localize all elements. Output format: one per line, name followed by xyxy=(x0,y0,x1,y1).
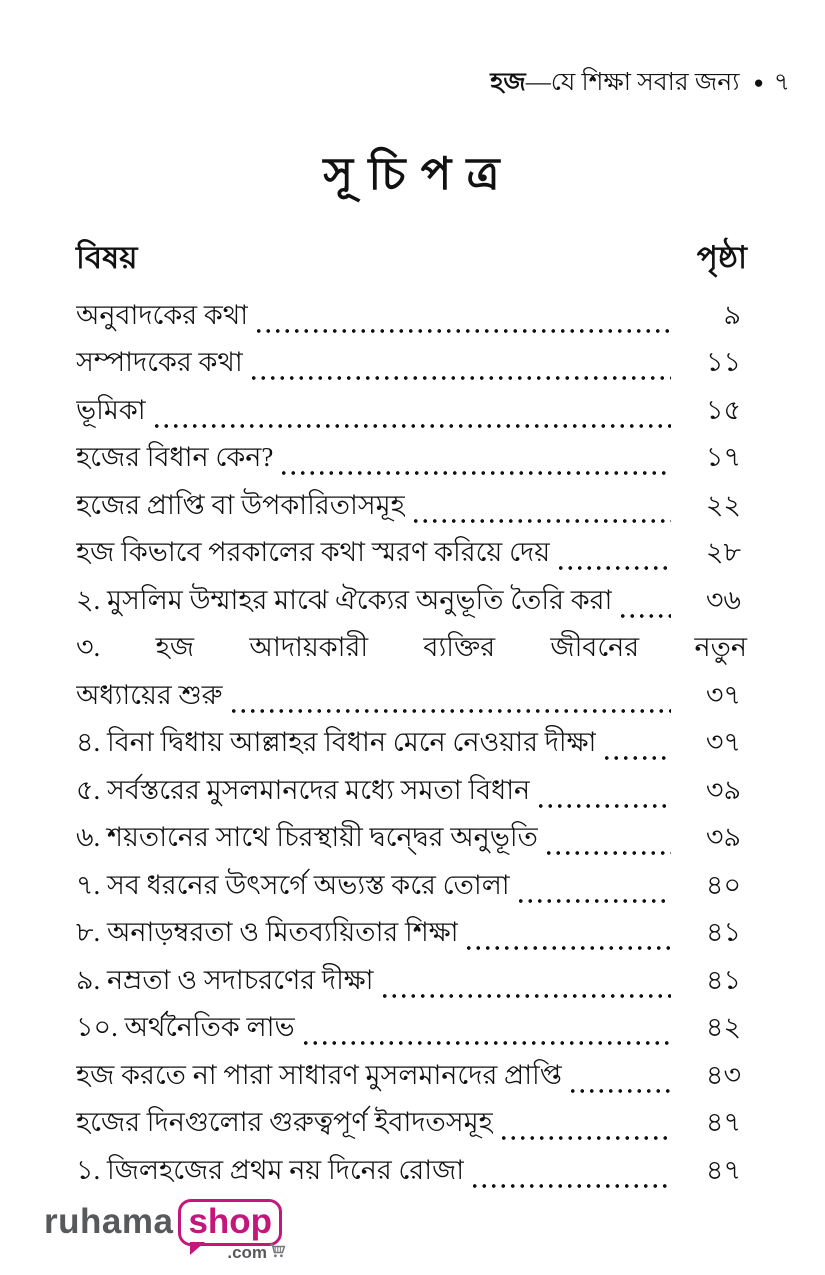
toc-entry xyxy=(76,530,747,578)
dot-leader xyxy=(279,469,671,477)
toc-entry-page: ৪৩ xyxy=(705,1059,741,1090)
toc-entry xyxy=(76,1052,747,1100)
toc-entry xyxy=(76,435,747,483)
toc-entry-text: সম্পাদকের কথা xyxy=(76,347,243,377)
toc-entry-page: ১১ xyxy=(705,347,741,377)
dot-leader xyxy=(568,1087,671,1095)
toc-entry xyxy=(76,340,747,388)
column-header-subject: বিষয় xyxy=(76,240,138,275)
toc-entry-page: ৩৯ xyxy=(705,774,741,805)
toc-entry-page: ৩৯ xyxy=(705,822,741,852)
toc-entry-page: ২৮ xyxy=(705,537,741,567)
running-header-book-title: হজ xyxy=(490,69,526,96)
running-header-page-number: ৭ xyxy=(773,69,790,96)
toc-entry-text: ৯. নম্রতা ও সদাচরণের দীক্ষা xyxy=(76,964,374,995)
toc-entry-text: হজ কিভাবে পরকালের কথা স্মরণ করিয়ে দেয় xyxy=(76,537,551,567)
dot-leader xyxy=(152,422,671,430)
toc-entry xyxy=(76,1005,747,1053)
toc-entry-text: হজের দিনগুলোর গুরুত্বপূর্ণ ইবাদতসমূহ xyxy=(76,1107,493,1137)
toc-list xyxy=(76,292,747,1195)
toc-entry-page: ৩৭ xyxy=(705,727,741,757)
column-header-page: পৃষ্ঠা xyxy=(696,240,747,275)
toc-entry xyxy=(76,862,747,910)
toc-entry xyxy=(76,767,747,815)
toc-entry-page: ৩৬ xyxy=(705,584,741,615)
toc-entry-text: ১০. অর্থনৈতিক লাভ xyxy=(76,1012,295,1042)
toc-entry-page: ৪৭ xyxy=(705,1154,741,1185)
dot-leader xyxy=(536,802,671,810)
toc-entry-text: ৪. বিনা দ্বিধায় আল্লাহর বিধান মেনে নেওয়ার দীক্ষা xyxy=(76,727,597,757)
toc-entry-page: ৪৭ xyxy=(705,1107,741,1137)
toc-entry-text: ৬. শয়তানের সাথে চিরস্থায়ী দ্বন্দ্বের অনুভূতি xyxy=(76,822,538,852)
running-header-subtitle: —যে শিক্ষা সবার জন্য xyxy=(525,69,740,96)
logo-brand-left: ruhama xyxy=(44,1202,174,1241)
toc-entry xyxy=(76,1147,747,1195)
toc-entry-page: ৪১ xyxy=(705,917,741,947)
toc-entry-page: ৪১ xyxy=(705,964,741,995)
publisher-logo xyxy=(44,1202,282,1262)
toc-entry-text: ৫. সর্বস্তরের মুসলমানদের মধ্যে সমতা বিধান xyxy=(76,774,531,805)
dot-leader xyxy=(516,897,671,905)
toc-entry-text: ভূমিকা xyxy=(76,394,146,425)
toc-entry xyxy=(76,577,747,625)
dot-leader xyxy=(556,564,671,572)
dot-leader xyxy=(411,517,671,525)
dot-leader xyxy=(464,944,671,952)
toc-column-headers xyxy=(76,234,747,286)
dot-leader xyxy=(249,374,671,382)
toc-entry-page: ১৫ xyxy=(705,394,741,425)
toc-entry xyxy=(76,910,747,958)
bullet-separator: ● xyxy=(753,73,764,92)
toc-entry-text: অনুবাদকের কথা xyxy=(76,299,249,330)
toc-entry-text: অধ্যায়ের শুরু xyxy=(76,679,223,710)
logo-brand-right: shop xyxy=(178,1199,282,1246)
toc-entry xyxy=(76,292,747,340)
toc-entry-page: ১৭ xyxy=(705,442,741,472)
toc-entry-text: ৩. হজ আদায়কারী ব্যক্তির জীবনের নতুন xyxy=(76,632,747,662)
toc-entry-text: হজের বিধান কেন? xyxy=(76,442,274,472)
toc-entry-wrapped-line xyxy=(76,625,747,673)
toc-entry-page: ২২ xyxy=(705,489,741,520)
dot-leader xyxy=(470,1182,671,1190)
toc-entry-page: ৪২ xyxy=(705,1012,741,1042)
toc-entry xyxy=(76,1100,747,1148)
toc-entry-page: ৩৭ xyxy=(705,679,741,710)
toc-entry-text: ২. মুসলিম উম্মাহর মাঝে ঐক্যের অনুভূতি তৈরি করা xyxy=(76,584,613,615)
toc-entry-text: ৮. অনাড়ম্বরতা ও মিতব্যয়িতার শিক্ষা xyxy=(76,917,459,947)
dot-leader xyxy=(380,992,672,1000)
toc-entry xyxy=(76,672,747,720)
toc-entry-text: ৭. সব ধরনের উৎসর্গে অভ্যস্ত করে তোলা xyxy=(76,869,510,900)
dot-leader xyxy=(618,612,671,620)
dot-leader xyxy=(544,849,671,857)
toc-entry-page: ৯ xyxy=(723,299,741,330)
cart-icon xyxy=(269,1243,286,1263)
dot-leader xyxy=(254,327,671,335)
toc-entry xyxy=(76,720,747,768)
page-title: সূ চি প ত্র xyxy=(323,149,502,199)
running-header xyxy=(490,68,790,98)
logo-domain-line xyxy=(227,1243,286,1263)
toc-entry xyxy=(76,815,747,863)
dot-leader xyxy=(229,707,672,715)
toc-entry xyxy=(76,957,747,1005)
toc-entry-text: হজ করতে না পারা সাধারণ মুসলমানদের প্রাপ্তি xyxy=(76,1059,562,1090)
logo-domain: .com xyxy=(227,1243,268,1262)
toc-entry xyxy=(76,387,747,435)
dot-leader xyxy=(499,1134,671,1142)
toc-entry-page: ৪০ xyxy=(705,869,741,900)
toc-entry-text: ১. জিলহজের প্রথম নয় দিনের রোজা xyxy=(76,1154,465,1185)
toc-entry xyxy=(76,482,747,530)
dot-leader xyxy=(602,754,671,762)
logo-shop-bubble xyxy=(178,1202,282,1262)
dot-leader xyxy=(301,1039,671,1047)
toc-entry-text: হজের প্রাপ্তি বা উপকারিতাসমূহ xyxy=(76,489,405,520)
